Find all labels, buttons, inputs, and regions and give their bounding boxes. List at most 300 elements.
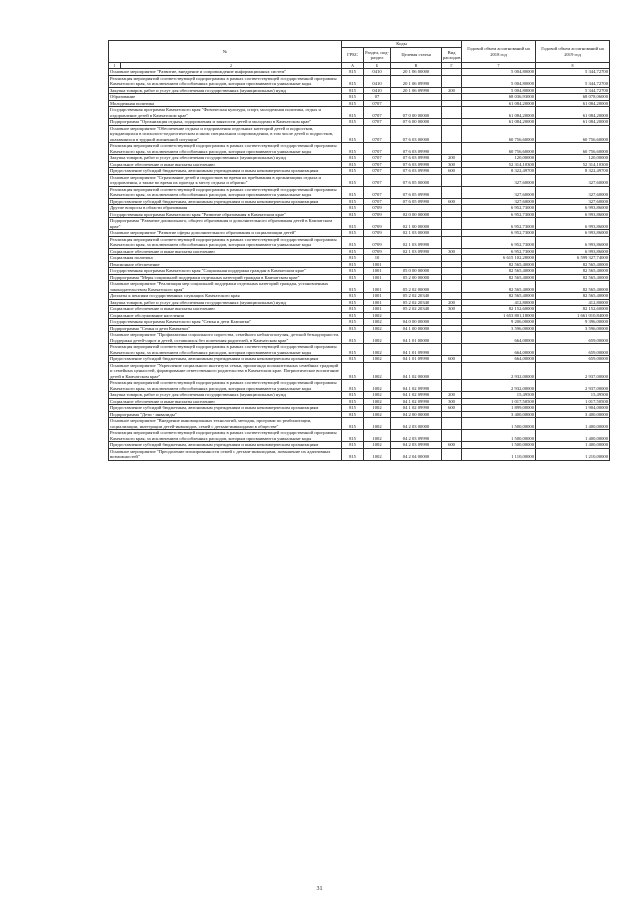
grbs-cell: 815 [342, 174, 364, 186]
column-header-grbs: ГРБС [342, 48, 364, 63]
target-article-cell: 02 1 03 09990 [391, 248, 442, 255]
target-article-cell: 04 2 03 00000 [391, 418, 442, 430]
razdel-cell: 1001 [364, 268, 391, 275]
column-index: 8 [536, 63, 610, 69]
target-article-cell: 07 6 03 09990 [391, 168, 442, 175]
target-article-cell: 04 1 00 00000 [391, 325, 442, 332]
sum-2019-cell: 60 756,60000 [536, 143, 610, 155]
grbs-cell: 815 [342, 332, 364, 344]
column-index: 1 [109, 63, 121, 69]
sum-2018-cell: 412,80000 [462, 299, 536, 306]
table-row [109, 236, 610, 248]
target-article-cell: 02 1 00 00000 [391, 218, 442, 230]
sum-2019-cell: 1 210,00000 [536, 448, 610, 460]
razdel-cell: 1002 [364, 411, 391, 418]
grbs-cell: 815 [342, 299, 364, 306]
expense-name-cell: Предоставление субсидий бюджетным, автономным учреждениям и иным некоммерческим организациям [109, 405, 342, 412]
grbs-cell: 815 [342, 306, 364, 313]
expense-name-cell: Подпрограмма "Организация отдыха, оздоровления и занятости детей и молодежи в Камчатском крае" [109, 119, 342, 126]
expense-name-cell: Закупка товаров, работ и услуг для обеспечения государственных (муниципальных) нужд [109, 299, 342, 306]
target-article-cell: 07 6 05 09990 [391, 186, 442, 198]
target-article-cell: 04 1 01 09990 [391, 344, 442, 356]
expense-type-cell: 600 [442, 356, 462, 363]
grbs-cell: 815 [342, 198, 364, 205]
expense-name-cell: Предоставление субсидий бюджетным, автономным учреждениям и иным некоммерческим организациям [109, 442, 342, 449]
expense-name-cell: Подпрограмма "Меры социальной поддержки отдельных категорий граждан в Камчатском крае" [109, 274, 342, 281]
sum-2018-cell: 327,60000 [462, 174, 536, 186]
sum-2018-cell: 82 152,60000 [462, 306, 536, 313]
razdel-cell: 10 [364, 255, 391, 262]
grbs-cell: 815 [342, 168, 364, 175]
sum-2018-cell: 82 565,40000 [462, 293, 536, 300]
table-row [109, 186, 610, 198]
sum-2018-cell: 6 952,73000 [462, 236, 536, 248]
sum-2019-cell: 9 396,00000 [536, 319, 610, 326]
razdel-cell: 0709 [364, 211, 391, 218]
sum-2018-cell: 68 036,93000 [462, 94, 536, 101]
expense-type-cell [442, 143, 462, 155]
expense-type-cell: 600 [442, 405, 462, 412]
sum-2019-cell: 68 078,06000 [536, 94, 610, 101]
grbs-cell: 815 [342, 125, 364, 143]
razdel-cell: 1002 [364, 392, 391, 399]
expense-name-cell: Основное мероприятие "Преодоление изолированности семей с детьми-инвалидами, повышение их адаптивных возможностей" [109, 448, 342, 460]
razdel-cell: 1002 [364, 448, 391, 460]
sum-2018-cell: 61 084,20000 [462, 107, 536, 119]
column-index: Б [364, 63, 391, 69]
target-article-cell: 05 2 02 00000 [391, 281, 442, 293]
table-row [109, 75, 610, 87]
expense-type-cell [442, 430, 462, 442]
grbs-cell: 815 [342, 380, 364, 392]
sum-2019-cell: 2 937,00000 [536, 362, 610, 380]
expense-type-cell: 300 [442, 398, 462, 405]
sum-2018-cell: 3 400,00000 [462, 411, 536, 418]
expense-name-cell: Реализация мероприятий соответствующей подпрограммы в рамках соответствующей государственной программы Камчатского края, за исключением обособленных расходов, которым присваиваются уникальные коды [109, 380, 342, 392]
expense-name-cell: Государственная программа Камчатского края "Социальная поддержка граждан в Камчатском крае" [109, 268, 342, 275]
table-row [109, 430, 610, 442]
razdel-cell: 1002 [364, 332, 391, 344]
target-article-cell: 04 1 02 09990 [391, 398, 442, 405]
razdel-cell: 1002 [364, 405, 391, 412]
table-row [109, 125, 610, 143]
expense-type-cell: 300 [442, 161, 462, 168]
grbs-cell: 815 [342, 155, 364, 162]
sum-2018-cell: 6 952,73000 [462, 230, 536, 237]
expense-type-cell: 300 [442, 306, 462, 313]
target-article-cell: 04 2 03 09990 [391, 430, 442, 442]
expense-name-cell: Предоставление субсидий бюджетным, автономным учреждениям и иным некоммерческим организациям [109, 198, 342, 205]
sum-2019-cell: 659,00000 [536, 332, 610, 344]
grbs-cell: 815 [342, 94, 364, 101]
target-article-cell: 05 2 02 20340 [391, 299, 442, 306]
razdel-cell: 0707 [364, 100, 391, 107]
expense-name-cell: Основное мероприятие "Укрепление социального института семьи, пропаганда положительных семейных традиций и семейных ценностей, формирование ответственного родительства в Камчатском крае. Патриотическое воспитание детей в Камчатском крае" [109, 362, 342, 380]
sum-2019-cell: 1 904,00000 [536, 405, 610, 412]
sum-2018-cell: 61 084,20000 [462, 119, 536, 126]
expense-name-cell: Социальное обеспечение и иные выплаты населению [109, 398, 342, 405]
expense-type-cell [442, 218, 462, 230]
expense-name-cell: Социальная политика [109, 255, 342, 262]
grbs-cell: 815 [342, 325, 364, 332]
sum-2019-cell: 61 084,20000 [536, 100, 610, 107]
grbs-cell: 815 [342, 411, 364, 418]
expense-type-cell [442, 75, 462, 87]
column-header-expense-type: Вид расходов [442, 48, 462, 63]
expense-name-cell: Реализация мероприятий соответствующей подпрограммы в рамках соответствующей государственной программы Камчатского края, за исключением обособленных расходов, которым присваиваются уникальные коды [109, 344, 342, 356]
sum-2018-cell: 52 314,10300 [462, 161, 536, 168]
sum-2019-cell: 412,80000 [536, 299, 610, 306]
razdel-cell: 0709 [364, 248, 391, 255]
expense-name-cell: Основное мероприятие "Внедрение инновационных технологий, методик, программ по реабилитации, социализации, интеграции детей-инвалидов, семей с детьми-инвалидами в обществе" [109, 418, 342, 430]
grbs-cell: 815 [342, 268, 364, 275]
grbs-cell: 815 [342, 312, 364, 319]
target-article-cell: 04 1 02 09990 [391, 380, 442, 392]
target-article-cell: 20 1 06 00000 [391, 69, 442, 76]
sum-2019-cell: 1 400,00000 [536, 430, 610, 442]
expense-name-cell: Реализация мероприятий соответствующей подпрограммы в рамках соответствующей государственной программы Камчатского края, за исключением обособленных расходов, которым присваиваются уникальные коды [109, 430, 342, 442]
sum-2019-cell: 6 993,86000 [536, 230, 610, 237]
razdel-cell: 1001 [364, 306, 391, 313]
expense-name-cell: Социальное обеспечение и иные выплаты населению [109, 161, 342, 168]
sum-2019-cell: 82 565,40000 [536, 293, 610, 300]
razdel-cell: 1002 [364, 398, 391, 405]
target-article-cell: 05 2 02 20340 [391, 293, 442, 300]
expense-type-cell: 200 [442, 87, 462, 94]
sum-2019-cell: 5 344,72700 [536, 87, 610, 94]
expense-type-cell: 600 [442, 168, 462, 175]
expense-name-cell: Пенсионное обеспечение [109, 261, 342, 268]
grbs-cell: 815 [342, 356, 364, 363]
sum-2019-cell: 6 993,86000 [536, 218, 610, 230]
sum-2019-cell: 327,60000 [536, 174, 610, 186]
sum-2018-cell: 2 932,00000 [462, 362, 536, 380]
sum-2018-cell: 2 932,00000 [462, 380, 536, 392]
expense-type-cell [442, 380, 462, 392]
grbs-cell: 815 [342, 418, 364, 430]
sum-2019-cell: 6 993,86000 [536, 236, 610, 248]
sum-2018-cell: 5 004,80000 [462, 69, 536, 76]
expense-type-cell [442, 125, 462, 143]
sum-2019-cell: 2 937,00000 [536, 380, 610, 392]
sum-2019-cell: 120,00000 [536, 155, 610, 162]
razdel-cell: 0707 [364, 125, 391, 143]
expense-name-cell: Закупка товаров, работ и услуг для обеспечения государственных (муниципальных) нужд [109, 87, 342, 94]
sum-2018-cell: 1 653 801,18000 [462, 312, 536, 319]
target-article-cell: 05 2 02 20340 [391, 306, 442, 313]
expense-type-cell [442, 281, 462, 293]
grbs-cell: 815 [342, 405, 364, 412]
expense-name-cell: Основное мероприятие "Реализация мер социальной поддержки отдельных категорий граждан, установленных законодательством Камчатского края" [109, 281, 342, 293]
target-article-cell: 07 6 03 09990 [391, 143, 442, 155]
sum-2018-cell: 1 017,50500 [462, 398, 536, 405]
sum-2018-cell: 1 500,00000 [462, 418, 536, 430]
grbs-cell: 815 [342, 344, 364, 356]
razdel-cell: 0707 [364, 107, 391, 119]
table-row [109, 174, 610, 186]
target-article-cell: 20 1 06 09990 [391, 87, 442, 94]
expense-name-cell: Подпрограмма "Развитие дошкольного, общего образования и дополнительного образования детей в Камчатском крае" [109, 218, 342, 230]
sum-2019-cell: 1 017,50500 [536, 398, 610, 405]
expense-type-cell: 600 [442, 198, 462, 205]
grbs-cell: 815 [342, 75, 364, 87]
budget-table-sheet [108, 40, 609, 461]
expense-type-cell [442, 362, 462, 380]
razdel-cell: 07 [364, 94, 391, 101]
column-index: Г [442, 63, 462, 69]
grbs-cell: 815 [342, 218, 364, 230]
razdel-cell: 0707 [364, 198, 391, 205]
razdel-cell: 1002 [364, 325, 391, 332]
razdel-cell: 0709 [364, 230, 391, 237]
razdel-cell: 1002 [364, 319, 391, 326]
target-article-cell: 07 6 05 00000 [391, 174, 442, 186]
column-index: В [391, 63, 442, 69]
sum-2019-cell: 1 400,00000 [536, 418, 610, 430]
razdel-cell: 1002 [364, 380, 391, 392]
grbs-cell: 815 [342, 236, 364, 248]
expense-name-cell: Реализация мероприятий соответствующей подпрограммы в рамках соответствующей государственной программы Камчатского края, за исключением обособленных расходов, которым присваиваются уникальные коды [109, 75, 342, 87]
sum-2018-cell: 82 565,40000 [462, 274, 536, 281]
razdel-cell: 0410 [364, 69, 391, 76]
sum-2019-cell: 52 314,10300 [536, 161, 610, 168]
target-article-cell: 02 1 03 00000 [391, 230, 442, 237]
expense-type-cell [442, 332, 462, 344]
razdel-cell: 1002 [364, 356, 391, 363]
expense-name-cell: Социальное обеспечение и иные выплаты населению [109, 248, 342, 255]
expense-type-cell: 600 [442, 442, 462, 449]
sum-2018-cell: 82 565,40000 [462, 268, 536, 275]
razdel-cell: 1002 [364, 312, 391, 319]
expense-name-cell: Реализация мероприятий соответствующей подпрограммы в рамках соответствующей государственной программы Камчатского края, за исключением обособленных расходов, которым присваиваются уникальные коды [109, 143, 342, 155]
sum-2019-cell: 6 993,86000 [536, 205, 610, 212]
sum-2019-cell: 82 565,40000 [536, 274, 610, 281]
target-article-cell: 04 2 04 00000 [391, 448, 442, 460]
expense-name-cell: Основное мероприятие "Страхование детей и подростков во время их пребывания в организациях отдыха и оздоровления, а также во время их проезда к месту отдыха и обратно" [109, 174, 342, 186]
sum-2019-cell: 61 084,20000 [536, 119, 610, 126]
razdel-cell: 1001 [364, 299, 391, 306]
grbs-cell: 815 [342, 274, 364, 281]
column-header-target-article: Целевая статья [391, 48, 442, 63]
expense-type-cell [442, 344, 462, 356]
sum-2018-cell: 1 500,00000 [462, 430, 536, 442]
expense-name-cell: Закупка товаров, работ и услуг для обеспечения государственных (муниципальных) нужд [109, 155, 342, 162]
expense-type-cell [442, 418, 462, 430]
grbs-cell: 815 [342, 398, 364, 405]
column-header-number: № [109, 41, 342, 63]
razdel-cell: 1002 [364, 362, 391, 380]
sum-2018-cell: 5 004,80000 [462, 75, 536, 87]
razdel-cell: 0707 [364, 119, 391, 126]
grbs-cell: 815 [342, 230, 364, 237]
page-number: 31 [316, 886, 323, 892]
grbs-cell: 815 [342, 69, 364, 76]
expense-type-cell: 200 [442, 155, 462, 162]
grbs-cell: 815 [342, 448, 364, 460]
sum-2018-cell: 1 110,00000 [462, 448, 536, 460]
sum-2019-cell: 82 565,40000 [536, 281, 610, 293]
expense-name-cell: Подпрограмма "Дети - инвалиды" [109, 411, 342, 418]
table-row [109, 448, 610, 460]
razdel-cell: 1002 [364, 344, 391, 356]
razdel-cell: 0707 [364, 186, 391, 198]
razdel-cell: 0410 [364, 75, 391, 87]
expense-name-cell: Основное мероприятие "Развитие сферы дополнительного образования и социализации детей" [109, 230, 342, 237]
column-index: 7 [462, 63, 536, 69]
target-article-cell: 04 1 02 09990 [391, 405, 442, 412]
sum-2018-cell: 6 615 102,28000 [462, 255, 536, 262]
sum-2019-cell: 61 084,20000 [536, 107, 610, 119]
grbs-cell: 815 [342, 362, 364, 380]
grbs-cell: 815 [342, 392, 364, 399]
expense-name-cell: Социальное обеспечение и иные выплаты населению [109, 306, 342, 313]
column-header-codes: Коды [342, 41, 462, 48]
sum-2018-cell: 327,60000 [462, 186, 536, 198]
grbs-cell: 815 [342, 100, 364, 107]
sum-2019-cell: 82 565,40000 [536, 261, 610, 268]
expense-name-cell: Социальное обслуживание населения [109, 312, 342, 319]
sum-2019-cell: 1 661 010,84000 [536, 312, 610, 319]
razdel-cell: 1001 [364, 281, 391, 293]
expense-name-cell: Предоставление субсидий бюджетным, автономным учреждениям и иным некоммерческим организациям [109, 168, 342, 175]
sum-2019-cell: 6 993,86000 [536, 248, 610, 255]
sum-2019-cell: 327,60000 [536, 186, 610, 198]
expense-name-cell: Реализация мероприятий соответствующей подпрограммы в рамках соответствующей государственной программы Камчатского края, за исключением обособленных расходов, которым присваиваются уникальные коды [109, 186, 342, 198]
razdel-cell: 1001 [364, 274, 391, 281]
target-article-cell: 07 0 00 00000 [391, 107, 442, 119]
expense-type-cell [442, 174, 462, 186]
sum-2019-cell: 6 599 327,74000 [536, 255, 610, 262]
sum-2018-cell: 15,49500 [462, 392, 536, 399]
expense-type-cell [442, 236, 462, 248]
sum-2019-cell: 15,49500 [536, 392, 610, 399]
sum-2019-cell: 6 993,86000 [536, 211, 610, 218]
sum-2018-cell: 82 565,40000 [462, 261, 536, 268]
sum-2018-cell: 664,00000 [462, 332, 536, 344]
expense-name-cell: Государственная программа Камчатского края "Семья и дети Камчатки" [109, 319, 342, 326]
razdel-cell: 0709 [364, 218, 391, 230]
target-article-cell: 04 2 00 00000 [391, 411, 442, 418]
sum-2019-cell: 60 756,60000 [536, 125, 610, 143]
sum-2019-cell: 8 322,49700 [536, 168, 610, 175]
sum-2018-cell: 327,60000 [462, 198, 536, 205]
target-article-cell: 04 0 00 00000 [391, 319, 442, 326]
expense-name-cell: Основное мероприятие "Обеспечение отдыха и оздоровления отдельных категорий детей и подростков, нуждающихся в психолого-педагогическом и ином специальном сопровождении, в том числе детей и подростков, оказавшихся в трудной жизненной ситуации" [109, 125, 342, 143]
razdel-cell: 0707 [364, 155, 391, 162]
expense-name-cell: Реализация мероприятий соответствующей подпрограммы в рамках соответствующей государственной программы Камчатского края, за исключением обособленных расходов, которым присваиваются уникальные коды [109, 236, 342, 248]
column-header-razdel: Раздел, под-раздел [364, 48, 391, 63]
table-row [109, 344, 610, 356]
grbs-cell: 815 [342, 293, 364, 300]
sum-2019-cell: 82 152,60000 [536, 306, 610, 313]
expense-type-cell: 200 [442, 392, 462, 399]
razdel-cell: 1002 [364, 442, 391, 449]
column-index: А [342, 63, 364, 69]
sum-2018-cell: 82 565,40000 [462, 281, 536, 293]
table-row [109, 107, 610, 119]
sum-2019-cell: 3 596,00000 [536, 325, 610, 332]
target-article-cell: 07 6 03 09990 [391, 161, 442, 168]
target-article-cell: 20 1 06 09990 [391, 75, 442, 87]
column-header-sum-2019: Годовой объем ассигнований на 2019 год [536, 41, 610, 63]
expense-type-cell [442, 107, 462, 119]
razdel-cell: 0709 [364, 205, 391, 212]
expense-name-cell: Предоставление субсидий бюджетным, автономным учреждениям и иным некоммерческим организациям [109, 356, 342, 363]
grbs-cell: 815 [342, 119, 364, 126]
target-article-cell: 04 1 02 09990 [391, 392, 442, 399]
sum-2018-cell: 1 500,00000 [462, 442, 536, 449]
sum-2018-cell: 6 952,73000 [462, 211, 536, 218]
target-article-cell: 02 1 03 09990 [391, 236, 442, 248]
sum-2019-cell: 5 344,72700 [536, 69, 610, 76]
sum-2018-cell: 664,00000 [462, 356, 536, 363]
target-article-cell: 05 0 00 00000 [391, 268, 442, 275]
expense-type-cell: 200 [442, 299, 462, 306]
grbs-cell: 815 [342, 211, 364, 218]
table-row [109, 281, 610, 293]
table-row [109, 418, 610, 430]
expense-name-cell: Основное мероприятие "Профилактика социального сиротства, семейного неблагополучия, детской безнадзорности. Поддержка детей-сирот и детей, оставшихся без попечения родителей, в Камчатском крае" [109, 332, 342, 344]
razdel-cell: 0410 [364, 87, 391, 94]
expense-name-cell: Доплаты к пенсиям государственных служащих Камчатского края [109, 293, 342, 300]
sum-2018-cell: 60 756,60000 [462, 143, 536, 155]
sum-2018-cell: 664,00000 [462, 344, 536, 356]
grbs-cell: 815 [342, 205, 364, 212]
target-article-cell: 07 6 03 09990 [391, 155, 442, 162]
expense-name-cell: Закупка товаров, работ и услуг для обеспечения государственных (муниципальных) нужд [109, 392, 342, 399]
grbs-cell: 815 [342, 248, 364, 255]
target-article-cell: 07 6 03 00000 [391, 125, 442, 143]
expense-name-cell: Государственная программа Камчатского края "Развитие образования в Камчатском крае" [109, 211, 342, 218]
target-article-cell: 04 2 03 09990 [391, 442, 442, 449]
razdel-cell: 1001 [364, 293, 391, 300]
sum-2019-cell: 1 400,00000 [536, 442, 610, 449]
column-index: 2 [121, 63, 342, 69]
table-row [109, 332, 610, 344]
razdel-cell: 1002 [364, 418, 391, 430]
table-row [109, 143, 610, 155]
table-row [109, 362, 610, 380]
sum-2018-cell: 60 756,60000 [462, 125, 536, 143]
sum-2019-cell: 5 344,72700 [536, 75, 610, 87]
sum-2018-cell: 6 952,73000 [462, 248, 536, 255]
sum-2018-cell: 6 952,73000 [462, 205, 536, 212]
razdel-cell: 0709 [364, 236, 391, 248]
grbs-cell: 815 [342, 87, 364, 94]
sum-2018-cell: 5 004,80000 [462, 87, 536, 94]
table-body [109, 69, 610, 461]
target-article-cell: 04 1 01 00000 [391, 332, 442, 344]
razdel-cell: 1001 [364, 261, 391, 268]
sum-2018-cell: 120,00000 [462, 155, 536, 162]
target-article-cell: 05 2 00 00000 [391, 274, 442, 281]
expense-name-cell: Молодежная политика [109, 100, 342, 107]
razdel-cell: 0707 [364, 161, 391, 168]
expense-name-cell: Государственная программа Камчатского края "Физическая культура, спорт, молодежная политика, отдых и оздоровление детей в Камчатском крае" [109, 107, 342, 119]
sum-2018-cell: 6 952,73000 [462, 218, 536, 230]
razdel-cell: 0707 [364, 143, 391, 155]
expense-type-cell: 300 [442, 248, 462, 255]
column-header-sum-2018: Годовой объем ассигнований на 2018 год [462, 41, 536, 63]
grbs-cell: 815 [342, 107, 364, 119]
expense-type-cell [442, 448, 462, 460]
target-article-cell: 04 1 02 00000 [391, 362, 442, 380]
grbs-cell: 815 [342, 161, 364, 168]
grbs-cell: 815 [342, 255, 364, 262]
sum-2018-cell: 8 322,49700 [462, 168, 536, 175]
razdel-cell: 1002 [364, 430, 391, 442]
target-article-cell: 02 0 00 00000 [391, 211, 442, 218]
